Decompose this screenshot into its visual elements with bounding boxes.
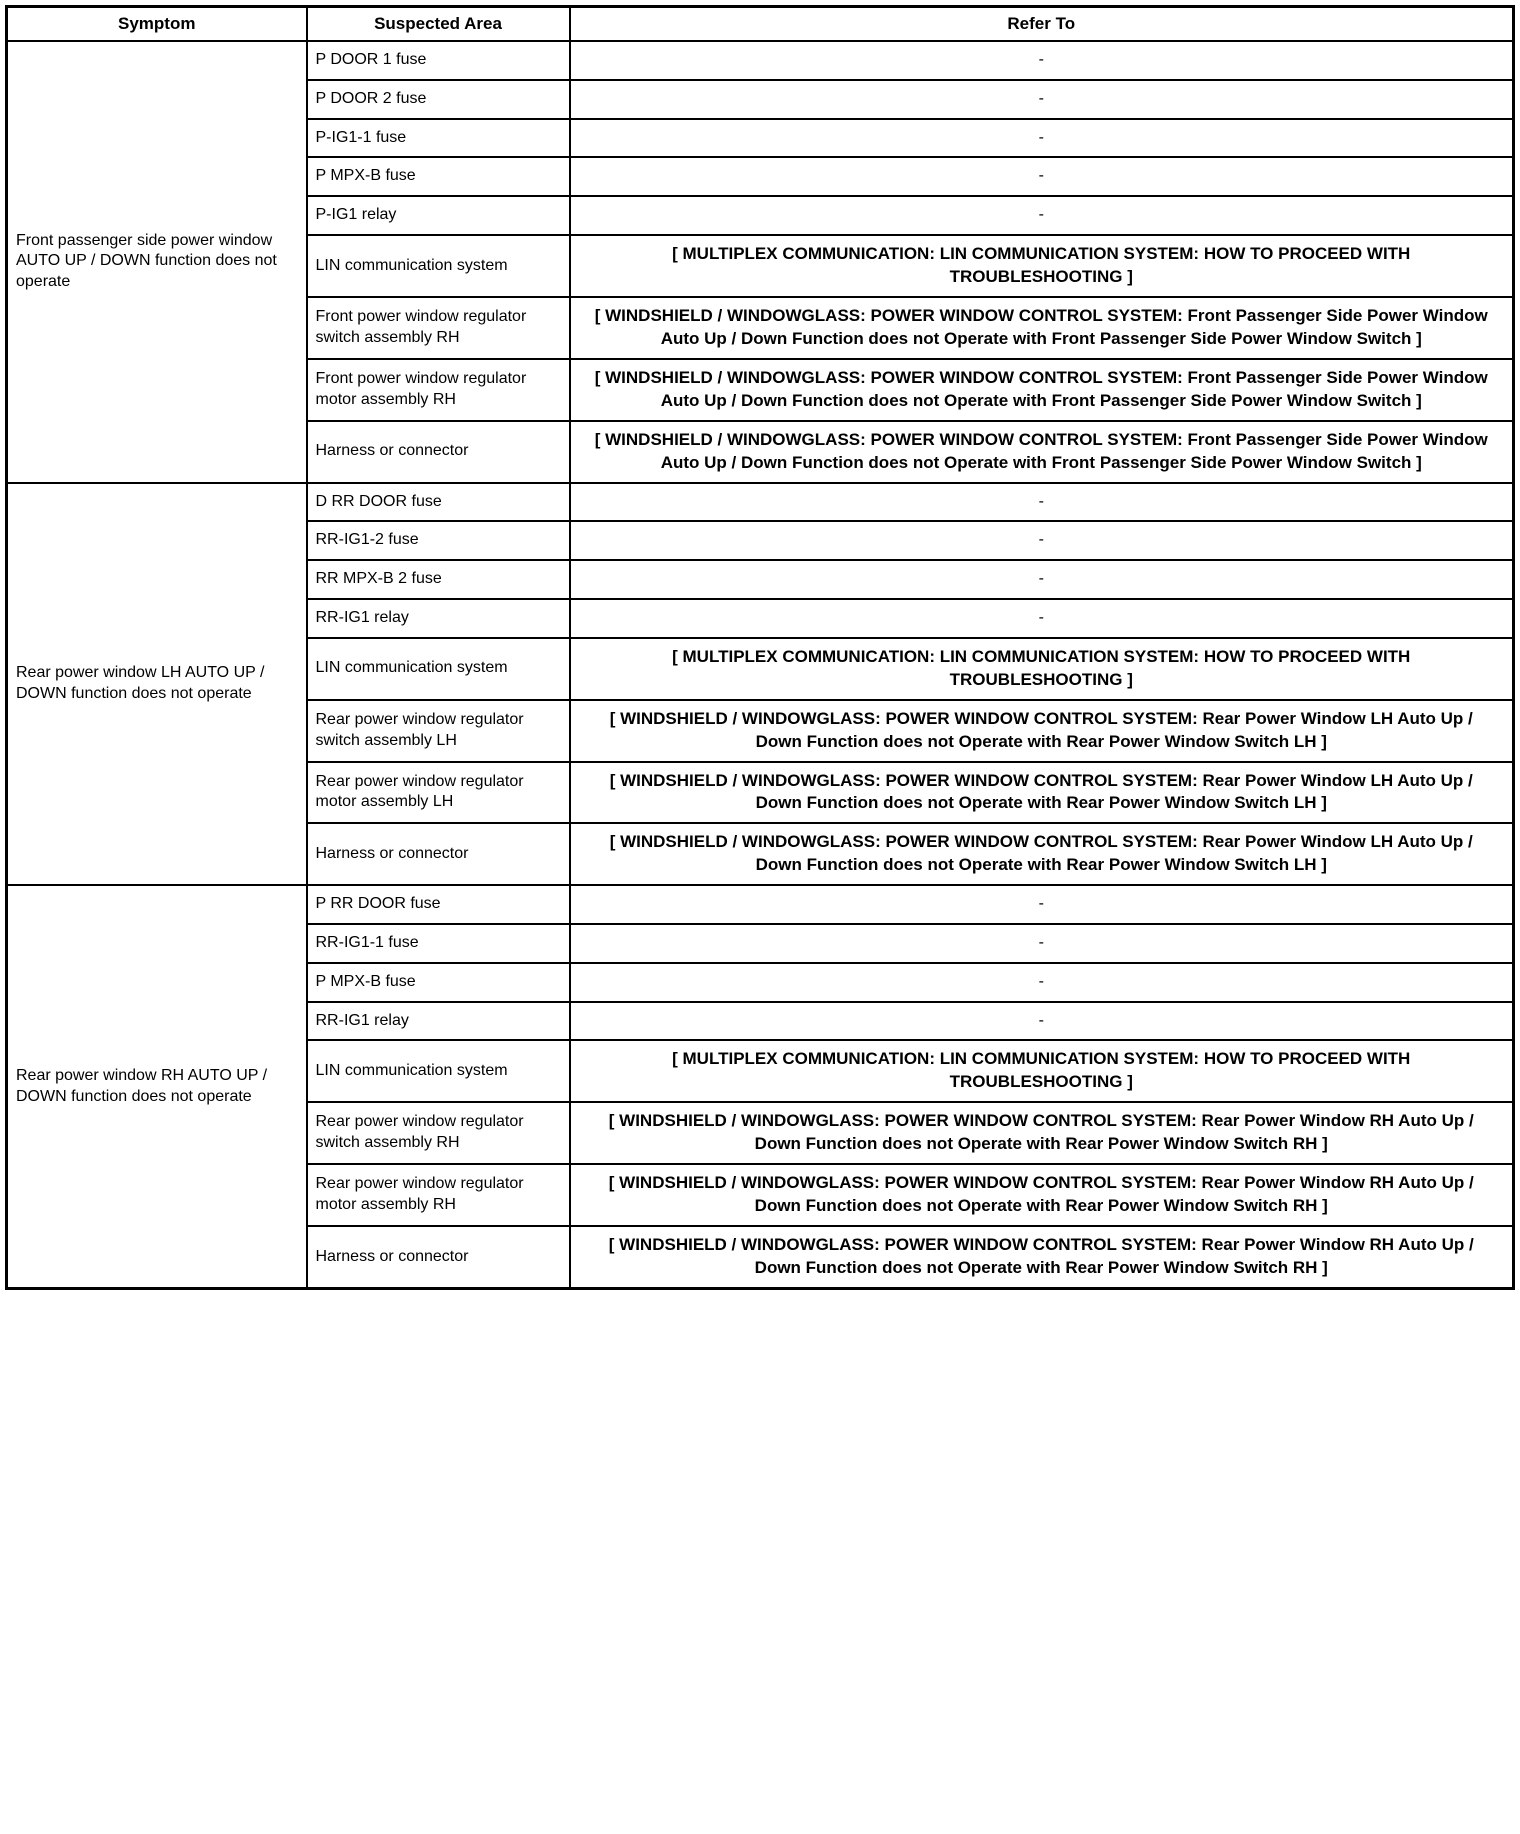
column-header-suspected-area: Suspected Area <box>307 7 570 42</box>
suspected-area-cell: Front power window regulator motor assembly RH <box>307 359 570 421</box>
suspected-area-cell: Harness or connector <box>307 823 570 885</box>
refer-to-cell: - <box>570 560 1514 599</box>
refer-to-cell: [ WINDSHIELD / WINDOWGLASS: POWER WINDOW CONTROL SYSTEM: Rear Power Window RH Auto Up / Down Function does not Operate with Rear Power Window Switch RH ] <box>570 1226 1514 1288</box>
refer-to-cell: [ WINDSHIELD / WINDOWGLASS: POWER WINDOW CONTROL SYSTEM: Rear Power Window RH Auto Up / Down Function does not Operate with Rear Power Window Switch RH ] <box>570 1102 1514 1164</box>
suspected-area-cell: Rear power window regulator switch assembly RH <box>307 1102 570 1164</box>
suspected-area-cell: Harness or connector <box>307 1226 570 1288</box>
suspected-area-cell: RR-IG1-2 fuse <box>307 521 570 560</box>
suspected-area-cell: Rear power window regulator motor assembly LH <box>307 762 570 824</box>
refer-to-cell: - <box>570 157 1514 196</box>
refer-to-cell: [ MULTIPLEX COMMUNICATION: LIN COMMUNICATION SYSTEM: HOW TO PROCEED WITH TROUBLESHOOTING ] <box>570 235 1514 297</box>
suspected-area-cell: Rear power window regulator motor assembly RH <box>307 1164 570 1226</box>
suspected-area-cell: P-IG1-1 fuse <box>307 119 570 158</box>
table-row <box>7 41 1514 80</box>
suspected-area-cell: P DOOR 2 fuse <box>307 80 570 119</box>
refer-to-cell: [ MULTIPLEX COMMUNICATION: LIN COMMUNICATION SYSTEM: HOW TO PROCEED WITH TROUBLESHOOTING ] <box>570 638 1514 700</box>
suspected-area-cell: LIN communication system <box>307 1040 570 1102</box>
suspected-area-cell: RR-IG1-1 fuse <box>307 924 570 963</box>
refer-to-cell: [ WINDSHIELD / WINDOWGLASS: POWER WINDOW CONTROL SYSTEM: Rear Power Window LH Auto Up / Down Function does not Operate with Rear Power Window Switch LH ] <box>570 700 1514 762</box>
refer-to-cell: - <box>570 80 1514 119</box>
refer-to-cell: [ WINDSHIELD / WINDOWGLASS: POWER WINDOW CONTROL SYSTEM: Front Passenger Side Power Window Auto Up / Down Function does not Operate with Front Passenger Side Power Window Switch ] <box>570 421 1514 483</box>
table-body <box>7 41 1514 1288</box>
suspected-area-cell: RR MPX-B 2 fuse <box>307 560 570 599</box>
suspected-area-cell: RR-IG1 relay <box>307 599 570 638</box>
refer-to-cell: - <box>570 41 1514 80</box>
refer-to-cell: - <box>570 483 1514 522</box>
refer-to-cell: - <box>570 599 1514 638</box>
suspected-area-cell: D RR DOOR fuse <box>307 483 570 522</box>
refer-to-cell: - <box>570 885 1514 924</box>
column-header-refer-to: Refer To <box>570 7 1514 42</box>
refer-to-cell: - <box>570 119 1514 158</box>
suspected-area-cell: P MPX-B fuse <box>307 157 570 196</box>
symptom-cell: Rear power window LH AUTO UP / DOWN function does not operate <box>7 483 307 886</box>
suspected-area-cell: LIN communication system <box>307 638 570 700</box>
symptom-cell: Rear power window RH AUTO UP / DOWN function does not operate <box>7 885 307 1288</box>
refer-to-cell: - <box>570 963 1514 1002</box>
table-header-row <box>7 7 1514 42</box>
table-row <box>7 885 1514 924</box>
suspected-area-cell: RR-IG1 relay <box>307 1002 570 1041</box>
symptom-cell: Front passenger side power window AUTO UP / DOWN function does not operate <box>7 41 307 482</box>
refer-to-cell: - <box>570 1002 1514 1041</box>
table-row <box>7 483 1514 522</box>
refer-to-cell: [ WINDSHIELD / WINDOWGLASS: POWER WINDOW CONTROL SYSTEM: Rear Power Window LH Auto Up / Down Function does not Operate with Rear Power Window Switch LH ] <box>570 762 1514 824</box>
suspected-area-cell: P MPX-B fuse <box>307 963 570 1002</box>
suspected-area-cell: P DOOR 1 fuse <box>307 41 570 80</box>
refer-to-cell: [ WINDSHIELD / WINDOWGLASS: POWER WINDOW CONTROL SYSTEM: Rear Power Window LH Auto Up / Down Function does not Operate with Rear Power Window Switch LH ] <box>570 823 1514 885</box>
suspected-area-cell: Rear power window regulator switch assembly LH <box>307 700 570 762</box>
refer-to-cell: [ WINDSHIELD / WINDOWGLASS: POWER WINDOW CONTROL SYSTEM: Rear Power Window RH Auto Up / Down Function does not Operate with Rear Power Window Switch RH ] <box>570 1164 1514 1226</box>
suspected-area-cell: LIN communication system <box>307 235 570 297</box>
troubleshooting-table <box>5 5 1515 1290</box>
refer-to-cell: - <box>570 196 1514 235</box>
refer-to-cell: [ MULTIPLEX COMMUNICATION: LIN COMMUNICATION SYSTEM: HOW TO PROCEED WITH TROUBLESHOOTING ] <box>570 1040 1514 1102</box>
suspected-area-cell: Harness or connector <box>307 421 570 483</box>
suspected-area-cell: Front power window regulator switch assembly RH <box>307 297 570 359</box>
refer-to-cell: [ WINDSHIELD / WINDOWGLASS: POWER WINDOW CONTROL SYSTEM: Front Passenger Side Power Window Auto Up / Down Function does not Operate with Front Passenger Side Power Window Switch ] <box>570 359 1514 421</box>
refer-to-cell: - <box>570 521 1514 560</box>
refer-to-cell: [ WINDSHIELD / WINDOWGLASS: POWER WINDOW CONTROL SYSTEM: Front Passenger Side Power Window Auto Up / Down Function does not Operate with Front Passenger Side Power Window Switch ] <box>570 297 1514 359</box>
column-header-symptom: Symptom <box>7 7 307 42</box>
refer-to-cell: - <box>570 924 1514 963</box>
suspected-area-cell: P-IG1 relay <box>307 196 570 235</box>
suspected-area-cell: P RR DOOR fuse <box>307 885 570 924</box>
